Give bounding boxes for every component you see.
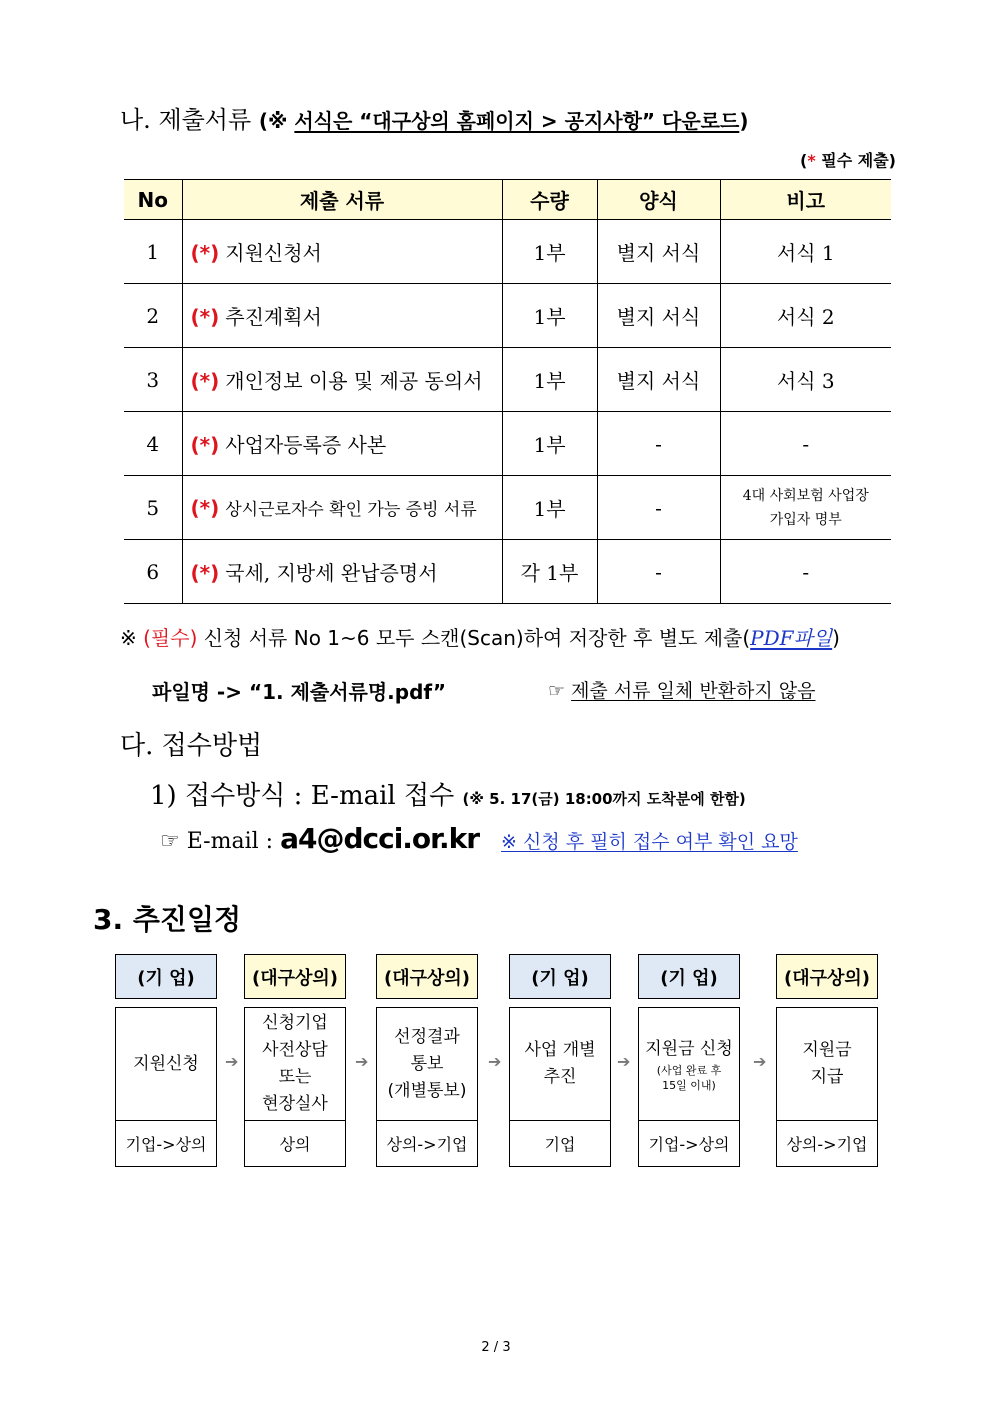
required-mark: (*) (190, 433, 220, 457)
header-form: 양식 (597, 180, 720, 220)
submission-method (150, 775, 746, 812)
row-remark: - (720, 540, 891, 604)
method-text: 1) 접수방식 : E-mail 접수 (150, 781, 463, 811)
required-mark: (*) (190, 496, 220, 520)
step-actor: 상의->기업 (386, 1135, 468, 1154)
flow-step (776, 954, 878, 1167)
required-label: (필수) (143, 626, 198, 650)
step-party: (대구상의) (776, 954, 878, 999)
task-line: 또는 (278, 1067, 312, 1087)
table-row (124, 540, 891, 604)
row-no: 2 (124, 284, 182, 348)
step-task (639, 1008, 739, 1121)
row-no: 6 (124, 540, 182, 604)
document-name: 상시근로자수 확인 가능 증빙 서류 (225, 500, 477, 520)
remark-line: 4대 사회보험 사업장 (742, 487, 869, 504)
heading-note-open: (※ (258, 109, 295, 133)
notice-close: ) (832, 626, 840, 650)
task-line: 선정결과 (394, 1026, 460, 1047)
flow-step (376, 954, 478, 1167)
step-party: (기 업) (638, 954, 740, 999)
required-mark: (*) (190, 369, 220, 393)
step-party: (기 업) (509, 954, 611, 999)
task-line: 신청기업 (262, 1013, 328, 1033)
task-line: 지급 (810, 1067, 844, 1087)
row-quantity: 1부 (502, 348, 597, 412)
row-remark: 서식 1 (720, 220, 891, 284)
row-form: - (597, 412, 720, 476)
document-name: 사업자등록증 사본 (225, 433, 387, 457)
email-line (160, 822, 798, 855)
heading-text: 나. 제출서류 (120, 106, 259, 134)
header-remark: 비고 (720, 180, 891, 220)
step-party: (기 업) (115, 954, 217, 999)
step-box (376, 1007, 478, 1167)
filename-rule: 파일명 -> “1. 제출서류명.pdf” (152, 680, 447, 704)
task-subline: (사업 완료 후 (656, 1063, 722, 1077)
row-document (182, 284, 502, 348)
no-return-text: 제출 서류 일체 반환하지 않음 (571, 680, 816, 702)
scan-notice (120, 622, 840, 651)
no-return-notice (548, 676, 816, 703)
email-address-link[interactable]: a4@dcci.or.kr (280, 822, 480, 855)
heading-note-close: ) (739, 109, 749, 133)
document-name: 추진계획서 (225, 305, 322, 329)
document-name: 개인정보 이용 및 제공 동의서 (225, 369, 483, 393)
section-heading-submission-method: 다. 접수방법 (120, 731, 263, 761)
table-row (124, 348, 891, 412)
step-task (510, 1008, 610, 1121)
row-quantity: 각 1부 (502, 540, 597, 604)
table-row (124, 412, 891, 476)
download-notice-link[interactable]: 서식은 “대구상의 홈페이지 > 공지사항” 다운로드 (294, 109, 740, 133)
row-no: 1 (124, 220, 182, 284)
table-header-row (124, 180, 891, 220)
task-line: (개별통보) (387, 1080, 467, 1101)
row-form: 별지 서식 (597, 284, 720, 348)
required-mark: (*) (190, 305, 220, 329)
row-no: 5 (124, 476, 182, 540)
remark-line: 가입자 명부 (769, 511, 842, 528)
required-legend (800, 148, 896, 171)
row-quantity: 1부 (502, 220, 597, 284)
step-actor: 기업 (544, 1135, 576, 1154)
flow-step (244, 954, 346, 1167)
row-document (182, 220, 502, 284)
step-party: (대구상의) (376, 954, 478, 999)
step-actor: 상의->기업 (786, 1135, 868, 1154)
step-task (377, 1008, 477, 1121)
section-heading-schedule: 3. 추진일정 (93, 903, 242, 936)
arrow-right-icon: ➔ (225, 1052, 239, 1071)
task-line: 지원금 (802, 1040, 852, 1060)
row-quantity: 1부 (502, 476, 597, 540)
task-line: 사전상담 (262, 1040, 328, 1060)
deadline-note: (※ 5. 17(금) 18:00까지 도착분에 한함) (462, 790, 746, 808)
task-line: 지원신청 (133, 1053, 199, 1074)
row-document (182, 348, 502, 412)
step-actor: 상의 (279, 1135, 311, 1154)
email-label: ☞ E-mail : (160, 829, 281, 854)
documents-table (124, 179, 891, 604)
header-quantity: 수량 (502, 180, 597, 220)
required-mark: (*) (190, 561, 220, 585)
task-line: 지원금 신청 (645, 1038, 733, 1059)
step-task (116, 1008, 216, 1121)
page-number: 2 / 3 (481, 1340, 511, 1355)
document-name: 국세, 지방세 완납증명서 (225, 561, 438, 585)
row-remark: 서식 3 (720, 348, 891, 412)
task-line: 사업 개별 (524, 1040, 596, 1060)
row-no: 3 (124, 348, 182, 412)
row-remark (720, 476, 891, 540)
notice-prefix: ※ (120, 626, 144, 650)
pointer-icon: ☞ (548, 680, 572, 702)
step-box (115, 1007, 217, 1167)
arrow-right-icon: ➔ (488, 1052, 502, 1071)
legend-open: ( (800, 151, 808, 170)
row-form: - (597, 476, 720, 540)
arrow-right-icon: ➔ (617, 1052, 631, 1071)
confirm-receipt-link[interactable]: ※ 신청 후 필히 접수 여부 확인 요망 (501, 831, 798, 853)
header-no: No (124, 180, 182, 220)
row-quantity: 1부 (502, 412, 597, 476)
step-box (638, 1007, 740, 1167)
arrow-right-icon: ➔ (355, 1052, 369, 1071)
step-box (776, 1007, 878, 1167)
row-document (182, 476, 502, 540)
flow-step (115, 954, 217, 1167)
task-line: 추진 (543, 1067, 577, 1087)
task-subline: 15일 이내) (662, 1078, 716, 1092)
row-quantity: 1부 (502, 284, 597, 348)
step-task (245, 1008, 345, 1121)
step-box (509, 1007, 611, 1167)
row-form: 별지 서식 (597, 348, 720, 412)
task-line: 현장실사 (262, 1094, 328, 1114)
table-row (124, 284, 891, 348)
row-form: - (597, 540, 720, 604)
table-row (124, 476, 891, 540)
header-document: 제출 서류 (182, 180, 502, 220)
legend-text: 필수 제출) (815, 151, 896, 170)
arrow-right-icon: ➔ (753, 1052, 767, 1071)
step-actor: 기업->상의 (125, 1135, 207, 1154)
required-mark: (*) (190, 241, 220, 265)
row-no: 4 (124, 412, 182, 476)
step-task (777, 1008, 877, 1121)
flow-step (638, 954, 740, 1167)
pdf-file-link[interactable]: PDF파일 (750, 626, 833, 650)
step-box (244, 1007, 346, 1167)
table-row (124, 220, 891, 284)
notice-text: 신청 서류 No 1~6 모두 스캔(Scan)하여 저장한 후 별도 제출( (197, 626, 751, 650)
row-form: 별지 서식 (597, 220, 720, 284)
row-document (182, 412, 502, 476)
required-mark: * (807, 151, 816, 170)
step-party: (대구상의) (244, 954, 346, 999)
row-remark: 서식 2 (720, 284, 891, 348)
row-document (182, 540, 502, 604)
document-name: 지원신청서 (225, 241, 322, 265)
section-heading-submission-documents (120, 100, 748, 135)
row-remark: - (720, 412, 891, 476)
task-line: 통보 (410, 1053, 444, 1074)
step-actor: 기업->상의 (648, 1135, 730, 1154)
flow-step (509, 954, 611, 1167)
